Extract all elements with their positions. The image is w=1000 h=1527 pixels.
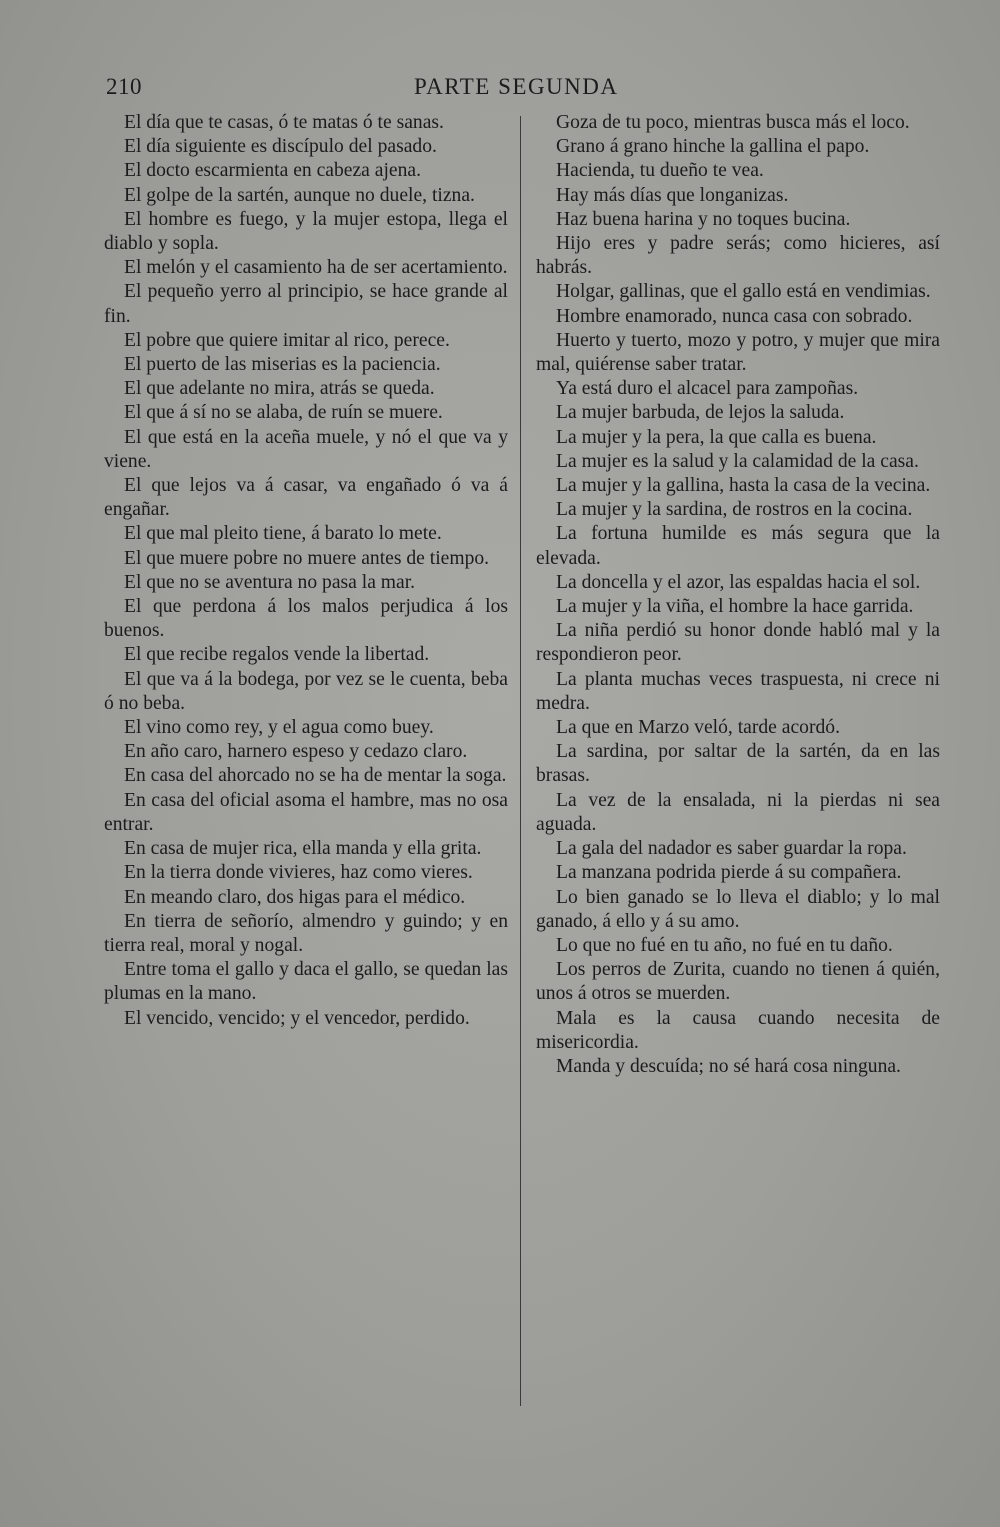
proverb: El día siguiente es discípulo del pasado. <box>124 136 437 158</box>
proverb: La que en Marzo veló, tarde acordó. <box>556 717 840 739</box>
proverb: Hombre enamorado, nunca casa con sobrado. <box>556 305 913 327</box>
proverb: La mujer y la gallina, hasta la casa de la vecina. <box>556 475 931 497</box>
proverb: Lo que no fué en tu año, no fué en tu daño. <box>556 934 893 956</box>
proverb: Entre toma el gallo y daca el gallo, se quedan las plumas en la mano. <box>104 959 508 1005</box>
proverb: Goza de tu poco, mientras busca más el loco. <box>556 112 910 133</box>
proverb: El que adelante no mira, atrás se queda. <box>124 378 435 400</box>
proverb: El que á sí no se alaba, de ruín se muere. <box>124 402 443 424</box>
proverb: El vencido, vencido; y el vencedor, perdido. <box>124 1007 470 1029</box>
proverb: El que recibe regalos vende la libertad. <box>124 644 430 666</box>
proverb: Los perros de Zurita, cuando no tienen á quién, unos á otros se muerden. <box>536 959 940 1005</box>
proverb: La manzana podrida pierde á su compañera. <box>556 862 902 884</box>
proverb: En meando claro, dos higas para el médico. <box>124 886 466 908</box>
page-header <box>106 74 956 104</box>
column-divider <box>520 116 521 1406</box>
proverb: El melón y el casamiento ha de ser acertamiento. <box>124 257 508 279</box>
proverb: El hombre es fuego, y la mujer estopa, llega el diablo y sopla. <box>104 208 508 255</box>
proverb: En año caro, harnero espeso y cedazo claro. <box>124 741 468 763</box>
proverb: El que no se aventura no pasa la mar. <box>124 571 416 593</box>
proverb: El que muere pobre no muere antes de tiempo. <box>124 547 490 569</box>
proverb: La mujer barbuda, de lejos la saluda. <box>556 402 845 424</box>
proverb: Manda y descuída; no sé hará cosa ninguna. <box>556 1055 901 1077</box>
proverb: La sardina, por saltar de la sartén, da en las brasas. <box>536 741 940 787</box>
proverb: La fortuna humilde es más segura que la elevada. <box>536 523 940 569</box>
proverb: El que va á la bodega, por vez se le cuenta, beba ó no beba. <box>104 668 508 714</box>
proverb: El pequeño yerro al principio, se hace grande al fin. <box>104 281 508 327</box>
proverb: La gala del nadador es saber guardar la ropa. <box>556 838 907 860</box>
proverb: Ya está duro el alcacel para zampoñas. <box>556 378 859 400</box>
proverb: La vez de la ensalada, ni la pierdas ni sea aguada. <box>536 789 940 835</box>
proverb: La mujer y la viña, el hombre la hace garrida. <box>556 596 914 618</box>
proverb: El puerto de las miserias es la paciencia. <box>124 354 441 376</box>
proverb: El golpe de la sartén, aunque no duele, tizna. <box>124 184 475 206</box>
proverb: En casa de mujer rica, ella manda y ella grita. <box>124 838 482 860</box>
page-number: 210 <box>106 74 142 99</box>
proverb: En tierra de señorío, almendro y guindo; y en tierra real, moral y nogal. <box>104 910 508 956</box>
proverb: El docto escarmienta en cabeza ajena. <box>124 160 421 182</box>
proverb: La doncella y el azor, las espaldas hacia el sol. <box>556 571 921 593</box>
proverb: La mujer es la salud y la calamidad de la casa. <box>556 450 919 472</box>
proverb: El que mal pleito tiene, á barato lo mete. <box>124 523 442 545</box>
running-title: PARTE SEGUNDA <box>414 74 619 99</box>
proverb: El día que te casas, ó te matas ó te sanas. <box>124 112 444 133</box>
proverb: Huerto y tuerto, mozo y potro, y mujer que mira mal, quiérense saber tratar. <box>536 329 940 376</box>
proverb: El que perdona á los malos perjudica á los buenos. <box>104 596 508 642</box>
proverb: La mujer y la sardina, de rostros en la cocina. <box>556 499 913 521</box>
proverb: Haz buena harina y no toques bucina. <box>556 208 851 230</box>
proverb: En casa del ahorcado no se ha de mentar la soga. <box>124 765 507 787</box>
proverb: El pobre que quiere imitar al rico, perece. <box>124 329 450 351</box>
proverb: El vino como rey, y el agua como buey. <box>124 717 434 739</box>
proverb: La niña perdió su honor donde habló mal y la respondieron peor. <box>536 620 940 666</box>
proverb: En la tierra donde vivieres, haz como vieres. <box>124 862 473 884</box>
left-column <box>104 111 508 1031</box>
proverb: Hacienda, tu dueño te vea. <box>556 160 764 182</box>
proverb: Hijo eres y padre serás; como hicieres, así habrás. <box>536 233 940 279</box>
proverb: El que lejos va á casar, va engañado ó va á engañar. <box>104 475 508 521</box>
right-column <box>536 111 940 1079</box>
proverb: La planta muchas veces traspuesta, ni crece ni medra. <box>536 668 940 714</box>
proverb: La mujer y la pera, la que calla es buena. <box>556 426 877 448</box>
proverb: Holgar, gallinas, que el gallo está en vendimias. <box>556 281 931 303</box>
proverb: Grano á grano hinche la gallina el papo. <box>556 136 870 158</box>
proverb: En casa del oficial asoma el hambre, mas no osa entrar. <box>104 789 508 835</box>
proverb: El que está en la aceña muele, y nó el que va y viene. <box>104 426 508 472</box>
proverb: Lo bien ganado se lo lleva el diablo; y lo mal ganado, á ello y á su amo. <box>536 886 940 932</box>
proverb: Mala es la causa cuando necesita de misericordia. <box>536 1007 940 1053</box>
proverb: Hay más días que longanizas. <box>556 184 789 206</box>
